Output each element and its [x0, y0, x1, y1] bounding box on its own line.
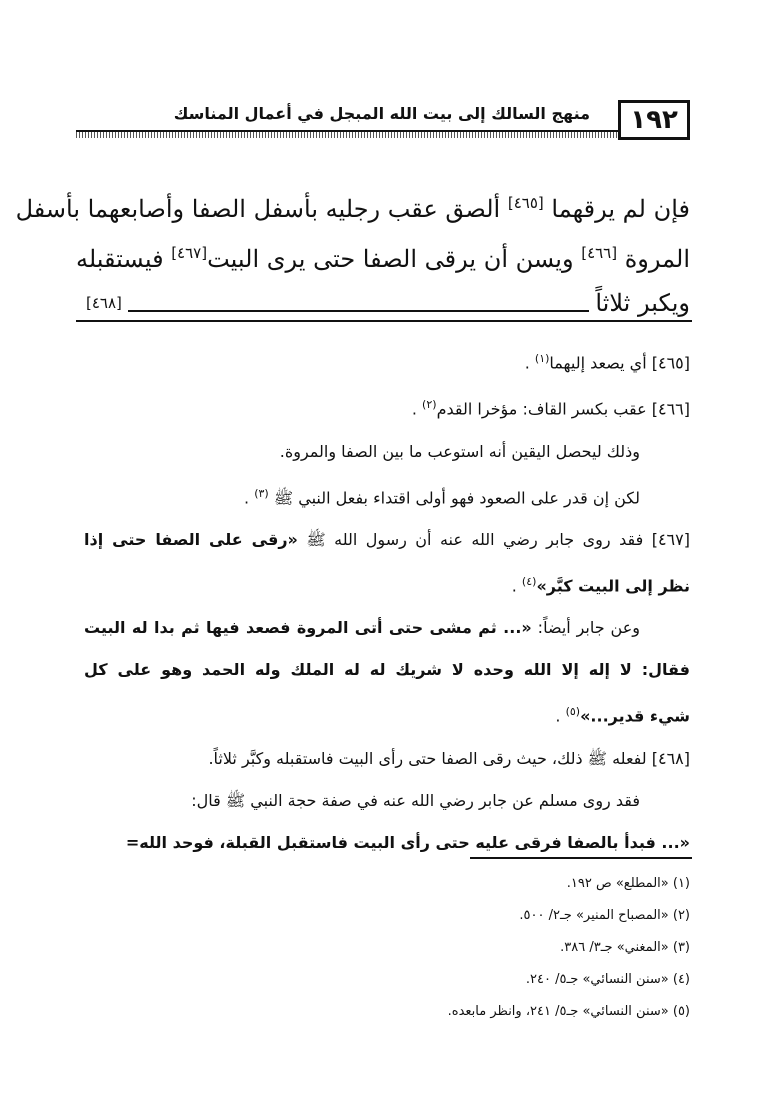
- hadith-quote: نظر إلى البيت كبَّر»: [536, 576, 690, 596]
- commentary-text: .: [511, 576, 517, 596]
- reference-marker: [٤٦٨]: [86, 294, 122, 312]
- commentary-text: فقد روى مسلم عن جابر رضي الله عنه في صفة حجة النبي ﷺ قال:: [191, 790, 640, 810]
- footnote: (١) «المطلع» ص ١٩٢.: [566, 876, 690, 891]
- footnote-marker: (١): [534, 352, 550, 365]
- main-line: [15, 178, 690, 228]
- commentary-text: [٤٦٨] لفعله ﷺ ذلك، حيث رقى الصفا حتى رأى البيت فاستقبله وكبَّر ثلاثاً.: [208, 748, 690, 768]
- commentary-paragraph: [84, 338, 690, 384]
- kashida-fill: [128, 294, 589, 312]
- commentary-text: .: [524, 353, 530, 373]
- footnote-marker: (٤): [521, 574, 537, 588]
- commentary: [84, 338, 690, 864]
- commentary-text: لكن إن قدر على الصعود فهو أولى اقتداء بفعل النبي ﷺ: [273, 487, 640, 507]
- hadith-quote: شيء قدير...»: [580, 706, 690, 726]
- commentary-text: [٤٦٦] عقب بكسر القاف: مؤخرا القدم: [436, 399, 690, 419]
- commentary-paragraph: [84, 780, 690, 822]
- footnotes: [270, 868, 690, 1028]
- commentary-text: .: [411, 399, 417, 419]
- reference-marker: [٤٦٦]: [581, 244, 618, 262]
- main-line: [75, 228, 690, 278]
- main-text-segment: المروة: [624, 245, 690, 273]
- hadith-quote: «... فبدأ بالصفا فرقى عليه حتى رأى البيت فاستقبل القبلة، فوحد الله=: [125, 832, 690, 852]
- commentary-paragraph: [84, 649, 690, 691]
- main-text-segment: فيستقبله: [75, 245, 164, 273]
- reference-marker: [٤٦٥]: [507, 194, 544, 212]
- footnote: (٣) «المغني» جـ٣/ ٣٨٦.: [560, 940, 690, 955]
- page-number: ١٩٢: [618, 100, 690, 140]
- commentary-paragraph: [84, 607, 690, 649]
- commentary-paragraph: [84, 431, 690, 473]
- commentary-paragraph: [84, 384, 690, 430]
- footnote: (٢) «المصباح المنير» جـ٢/ ٥٠٠.: [519, 908, 690, 923]
- commentary-paragraph: [84, 561, 690, 607]
- footnote-divider: [470, 857, 692, 859]
- footnote-marker: (٢): [422, 398, 437, 412]
- commentary-text: .: [555, 706, 561, 726]
- hadith-quote: «... ثم مشى حتى أتى المروة فصعد فيها ثم بدا له البيت: [84, 618, 532, 638]
- hadith-quote: فقال: لا إله إلا الله وحده لا شريك له له الملك وله الحمد وهو على كل: [84, 660, 690, 680]
- commentary-paragraph: [84, 473, 690, 519]
- commentary-text: .: [244, 487, 250, 507]
- commentary-text: [٤٦٧] فقد روى جابر رضي الله عنه أن رسول الله ﷺ: [306, 529, 690, 549]
- footnote: (٥) «سنن النسائي» جـ٥/ ٢٤١، وانظر مابعده.: [447, 1004, 690, 1019]
- page-header: [76, 100, 690, 142]
- main-text-segment: ويكبر ثلاثاً: [595, 289, 690, 317]
- main-text-segment: ألصق عقب رجليه بأسفل الصفا وأصابعهما بأسفل: [15, 195, 501, 223]
- commentary-text: وذلك ليحصل اليقين أنه استوعب ما بين الصفا والمروة.: [279, 441, 640, 461]
- commentary-text: وعن جابر أيضاً:: [537, 618, 641, 638]
- footnote: (٤) «سنن النسائي» جـ٥/ ٢٤٠.: [525, 972, 690, 987]
- commentary-paragraph: [84, 691, 690, 737]
- reference-marker: [٤٦٧]: [171, 244, 208, 262]
- running-title: منهج السالك إلى بيت الله المبجل في أعمال المناسك: [173, 104, 590, 123]
- header-rule: [76, 130, 618, 138]
- commentary-paragraph: [84, 738, 690, 780]
- commentary-text: [٤٦٥] أي يصعد إليهما: [549, 353, 690, 373]
- commentary-paragraph: [84, 519, 690, 561]
- main-text-segment: فإن لم يرقهما: [551, 195, 690, 223]
- main-text: [15, 178, 690, 328]
- footnote-marker: (٥): [565, 705, 581, 719]
- main-text-segment: ويسن أن يرقى الصفا حتى يرى البيت: [207, 245, 574, 273]
- footnote-marker: (٣): [254, 486, 269, 500]
- hadith-quote: «رقى على الصفا حتى إذا: [84, 529, 298, 549]
- main-text-divider: [76, 320, 692, 322]
